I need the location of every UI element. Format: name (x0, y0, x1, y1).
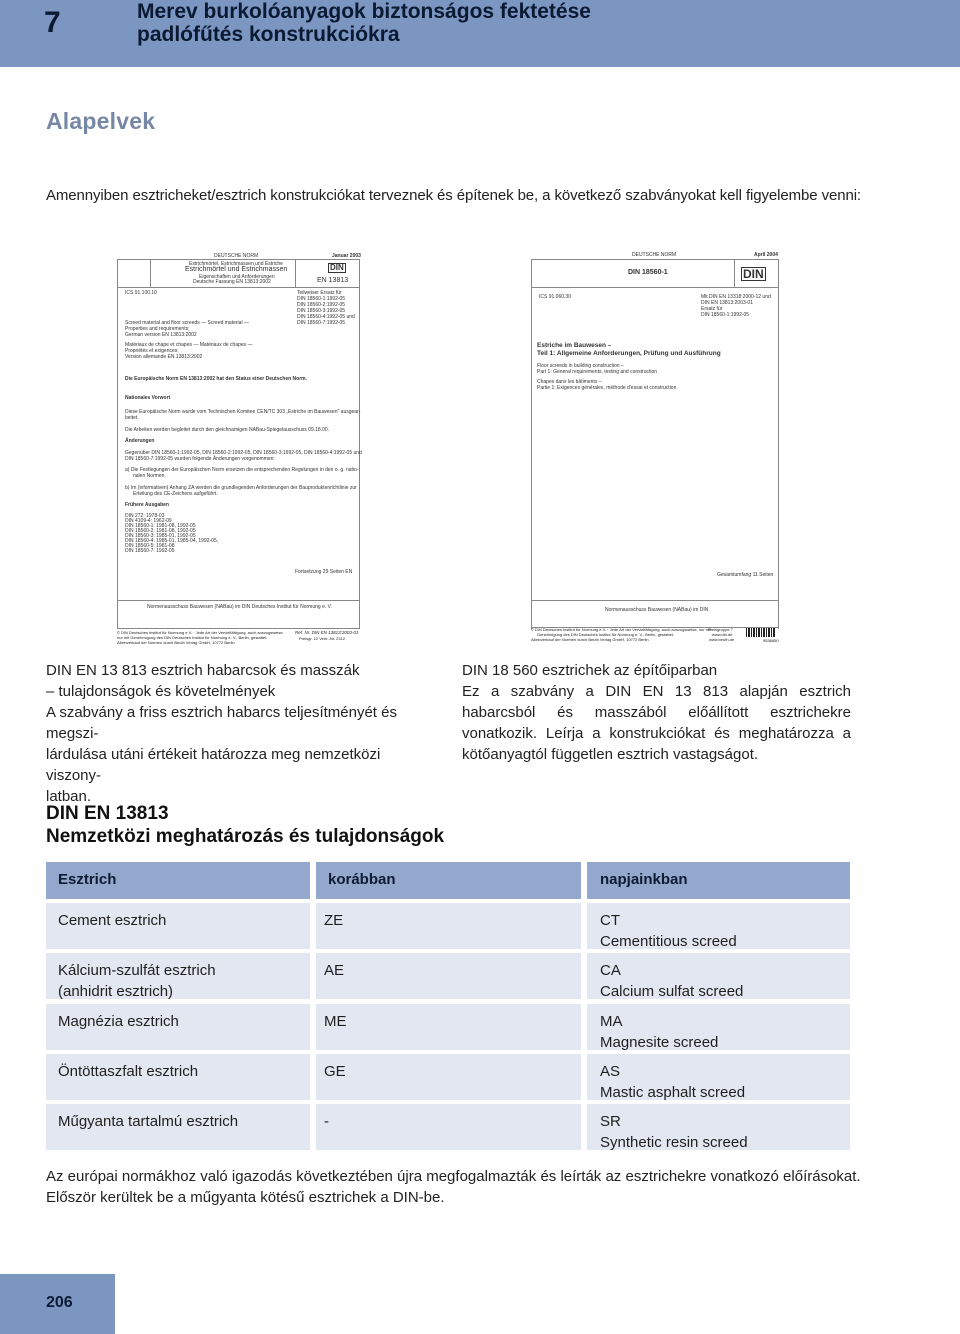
left-col-line3: A szabvány a friss esztrich habarcs teljesítményét és megszi- (46, 704, 397, 742)
page-number: 206 (46, 1294, 73, 1311)
right-col-line1: DIN 18 560 esztrichek az építőiparban (462, 662, 718, 679)
doc1-replace6: DIN 18560-7:1992-05 (297, 320, 346, 326)
chapter-title (137, 0, 591, 46)
doc1-v2: beitet. (125, 415, 139, 421)
doc2-copy2: Genehmigung des DIN Deutsches Institut für Normung e. V., Berlin, gestattet. (537, 632, 675, 637)
doc1-footer (117, 630, 367, 648)
din-en-13813-description (46, 660, 436, 807)
row-name-line1: Magnézia esztrich (58, 1013, 179, 1030)
doc1-v1: Diese Europäische Norm wurde vom Technischen Komitee CEN/TC 303 „Estriche im Bauwesen" ausgear- (125, 409, 361, 415)
doc1-f1: DIN 272: 1978-03 (125, 513, 165, 519)
row-name (46, 953, 310, 999)
left-col-line1: DIN EN 13 813 esztrich habarcsok és masszák (46, 662, 360, 679)
table-header-row (46, 862, 850, 899)
doc2-ics: ICS 91.060.30 (539, 294, 571, 300)
din-en-13813-cover-image (117, 252, 360, 628)
row-new-code (587, 1054, 850, 1100)
din-18560-1-cover-image (531, 252, 779, 628)
doc1-a1: Gegenüber DIN 18560-1:1992-05, DIN 18560-2:1992-05, DIN 18560-3:1992-05, DIN 18560-4:1992-05 und (125, 450, 362, 456)
doc1-f2: DIN 4109-4: 1962-09 (125, 518, 172, 524)
doc2-r4: DIN 18560-1:1992-05 (701, 312, 750, 318)
doc2-din-logo: DIN (743, 267, 764, 281)
doc1-replace2: DIN 18560-1:1992-05 (297, 296, 346, 302)
doc2-pages: Gesamtumfang 11 Seiten (717, 572, 774, 578)
closing-line2: Először kerültek be a műgyanta kötésű esztrichek a DIN-be. (46, 1189, 445, 1206)
doc2-copy1: © DIN Deutsches Institut für Normung e.V. · Jede Art der Vervielfältigung, auch auszugsweise, nur mit (531, 627, 711, 632)
doc1-en3: German version EN 13813:2002 (125, 332, 197, 338)
page-number-box (0, 1274, 115, 1334)
row-name (46, 1004, 310, 1050)
doc1-f7: DIN 18560-5: 1981-08 (125, 543, 175, 549)
left-col-line4: lárdulása utáni értékeit határozza meg nemzetközi viszony- (46, 746, 381, 784)
doc2-footer (531, 627, 779, 645)
table-heading (46, 802, 444, 848)
doc1-pages: Fortsetzung 29 Seiten EN (295, 569, 353, 575)
doc2-r3: Ersatz für (701, 306, 723, 312)
table-row (46, 1054, 850, 1100)
doc2-copy3: Alleinverkauf der Normen durch Beuth Verlag GmbH, 10772 Berlin (531, 637, 649, 642)
row-name-line1: Cement esztrich (58, 912, 167, 929)
doc2-r2: DIN EN 13813:2003-01 (701, 300, 753, 306)
row-code: MA (600, 1013, 623, 1030)
doc1-sub2: Eigenschaften und Anforderungen (199, 274, 275, 280)
row-new-code (587, 1004, 850, 1050)
doc1-norm: DEUTSCHE NORM (214, 253, 259, 259)
doc1-ref2: Preisgr. 12 Vertr.-Nr. 2312 (299, 636, 346, 641)
row-old-code: GE (316, 1054, 581, 1100)
row-name-line1: Műgyanta tartalmú esztrich (58, 1113, 239, 1130)
doc1-title: Estrichmörtel und Estrichmassen (185, 266, 288, 273)
doc1-f6: DIN 18560-4: 1985-01, 1985-04, 1992-05, (125, 538, 219, 544)
doc1-f8: DIN 18560-7: 1992-05 (125, 548, 175, 554)
left-col-line5: latban. (46, 788, 92, 805)
doc1-fr3: Version allemande EN 13813:2002 (125, 354, 203, 360)
doc1-f5: DIN 18560-3: 1985-01, 1992-05 (125, 533, 196, 539)
chapter-number: 7 (44, 6, 61, 39)
chapter-title-line2: padlófűtés konstrukciókra (137, 23, 400, 46)
doc2-pg1: Preisgruppe 7 (708, 627, 733, 632)
doc1-status: Die Europäische Norm EN 13813:2002 hat den Status einer Deutschen Norm. (125, 376, 308, 382)
doc2-e2: Part 1: General requirements, testing and construction (537, 369, 658, 375)
row-old-code: ZE (316, 903, 581, 949)
chapter-header (0, 0, 960, 67)
doc2-date: April 2004 (754, 252, 778, 258)
doc1-f3: DIN 18560-1: 1981-08, 1992-05 (125, 523, 196, 529)
doc1-ics: ICS 91.100.10 (125, 290, 157, 296)
table-heading-line2: Nemzetközi meghatározás és tulajdonságok (46, 826, 445, 847)
barcode-icon (746, 628, 776, 637)
right-col-body: Ez a szabvány a DIN EN 13 813 alapján esztrich habarcsból és masszából előállított esztrichekre vonatkozik. Leírja a konstrukciókat és meghatározza a kötőanyagtól független esztrich vastagságot. (462, 683, 851, 763)
doc1-a6: Erteilung des CE-Zeichens aufgeführt. (133, 491, 218, 497)
row-old-code: ME (316, 1004, 581, 1050)
doc2-ausschuss: Normenausschuss Bauwesen (NABau) im DIN (605, 607, 709, 613)
doc2-pg2: www.din.de (712, 632, 733, 637)
header-napjainkban: napjainkban (587, 862, 850, 899)
table-heading-line1: DIN EN 13813 (46, 803, 169, 824)
intro-text: Amennyiben esztricheket/esztrich konstrukciókat terveznek és építenek be, a következő szabványokat kell figyelembe venni: (46, 187, 861, 204)
doc1-en1: Screed material and floor screeds — Screed material — (125, 320, 249, 326)
doc1-copy1: © DIN Deutsches Institut für Normung e.V. · Jede Art der Vervielfältigung, auch auszugsweise, (117, 630, 284, 635)
doc1-date: Januar 2003 (332, 253, 361, 259)
doc1-sub1: Estrichmörtel, Estrichmassen und Estriche (189, 261, 283, 267)
row-code: CA (600, 962, 621, 979)
doc1-a5: b) Im (informativen) Anhang ZA werden die grundlegenden Anforderungen der Bauproduktenrichtlinie zur (125, 485, 357, 491)
doc2-e1: Floor screeds in building construction – (537, 363, 624, 369)
doc2-pg3: www.beuth.de (709, 637, 735, 642)
doc2-fr1: Chapes dans les bâtiments – (537, 379, 602, 385)
doc2-code: 9536850 (763, 638, 779, 643)
doc1-f4: DIN 18560-2: 1981-08, 1992-05 (125, 528, 196, 534)
chapter-title-line1: Merev burkolóanyagok biztonságos fektetése (137, 0, 591, 23)
doc1-a4: nalen Normen. (133, 473, 166, 479)
header-korabban: korábban (316, 862, 581, 899)
row-name (46, 1104, 310, 1150)
doc1-ausschuss: Normenausschuss Bauwesen (NABau) im DIN Deutsches Institut für Normung e. V. (147, 604, 332, 610)
doc1-replace5: DIN 18560-4:1992-05 und (297, 314, 355, 320)
row-code-desc: Mastic asphalt screed (600, 1084, 746, 1101)
row-code-desc: Cementitious screed (600, 933, 737, 950)
table-row (46, 953, 850, 999)
row-name (46, 903, 310, 949)
table-row (46, 1104, 850, 1150)
doc1-copy3: Alleinverkauf der Normen durch Beuth Verlag GmbH, 10772 Berlin (117, 640, 235, 645)
doc2-r1: Mit DIN EN 13318:2000-12 und (701, 294, 771, 300)
row-code-desc: Synthetic resin screed (600, 1134, 748, 1151)
doc2-title: DIN 18560-1 (628, 269, 668, 276)
doc2-h1: Estriche im Bauwesen – (537, 342, 612, 349)
doc1-sub3: Deutsche Fassung EN 13813:2002 (193, 279, 271, 285)
row-code: CT (600, 912, 620, 929)
doc1-v3: Die Arbeiten werden begleitet durch den gleichnamigen NABau-Spiegelausschuss 09.18.00. (125, 427, 330, 433)
section-title: Alapelvek (46, 108, 156, 134)
doc1-din-logo: DIN (330, 263, 344, 272)
row-old-code: - (316, 1104, 581, 1150)
table-row (46, 1004, 850, 1050)
row-code: AS (600, 1063, 621, 1080)
din-18560-description (462, 660, 851, 765)
row-name-line1: Kálcium-szulfát esztrich (58, 962, 216, 979)
doc1-ref1: Ref. Nr. DIN EN 13813:2003-01 (295, 630, 359, 635)
doc2-fr2: Partie 1: Exigences générales, méthode d'essai et construction (537, 385, 677, 391)
doc1-fr2: Propriétés et exigences; (125, 348, 179, 354)
left-col-line2: – tulajdonságok és követelmények (46, 683, 276, 700)
row-old-code: AE (316, 953, 581, 999)
row-new-code (587, 1104, 850, 1150)
row-new-code (587, 953, 850, 999)
doc1-replace1: Teilweiser Ersatz für (297, 290, 342, 296)
row-new-code (587, 903, 850, 949)
doc1-replace3: DIN 18560-2:1992-05 (297, 302, 346, 308)
doc2-h2: Teil 1: Allgemeine Anforderungen, Prüfung und Ausführung (537, 350, 721, 357)
row-name-line2: (anhidrit esztrich) (58, 983, 174, 1000)
row-name-line1: Öntöttaszfalt esztrich (58, 1063, 199, 1080)
header-esztrich: Esztrich (46, 862, 310, 899)
doc1-replace4: DIN 18560-3:1992-05 (297, 308, 346, 314)
row-name (46, 1054, 310, 1100)
doc1-a2: DIN 18560-7:1992-05 wurden folgende Änderungen vorgenommen: (125, 456, 275, 462)
doc1-en2: Properties and requirements; (125, 326, 190, 332)
doc1-frueh: Frühere Ausgaben (125, 502, 169, 508)
doc1-vorwort: Nationales Vorwort (125, 395, 171, 401)
doc2-norm: DEUTSCHE NORM (632, 252, 677, 258)
closing-line1: Az európai normákhoz való igazodás következtében újra megfogalmazták és leírták az esztrichekre vonatkozó előírásokat. (46, 1168, 861, 1185)
doc1-copy2: nur mit Genehmigung des DIN Deutsches Institut für Normung e. V., Berlin, gestattet. (117, 635, 268, 640)
row-code-desc: Calcium sulfat screed (600, 983, 744, 1000)
doc1-a3: a) Die Festlegungen der Europäischen Norm ersetzen die entsprechenden Regelungen in den o. g. natio- (125, 467, 359, 473)
row-code: SR (600, 1113, 621, 1130)
row-code-desc: Magnesite screed (600, 1034, 719, 1051)
doc1-en-number: EN 13813 (317, 277, 349, 284)
doc1-aend: Änderungen (125, 438, 155, 444)
doc1-fr1: Matériaux de chape et chapes — Matériaux de chapes — (125, 342, 253, 348)
closing-paragraph (46, 1166, 866, 1208)
table-row (46, 903, 850, 949)
